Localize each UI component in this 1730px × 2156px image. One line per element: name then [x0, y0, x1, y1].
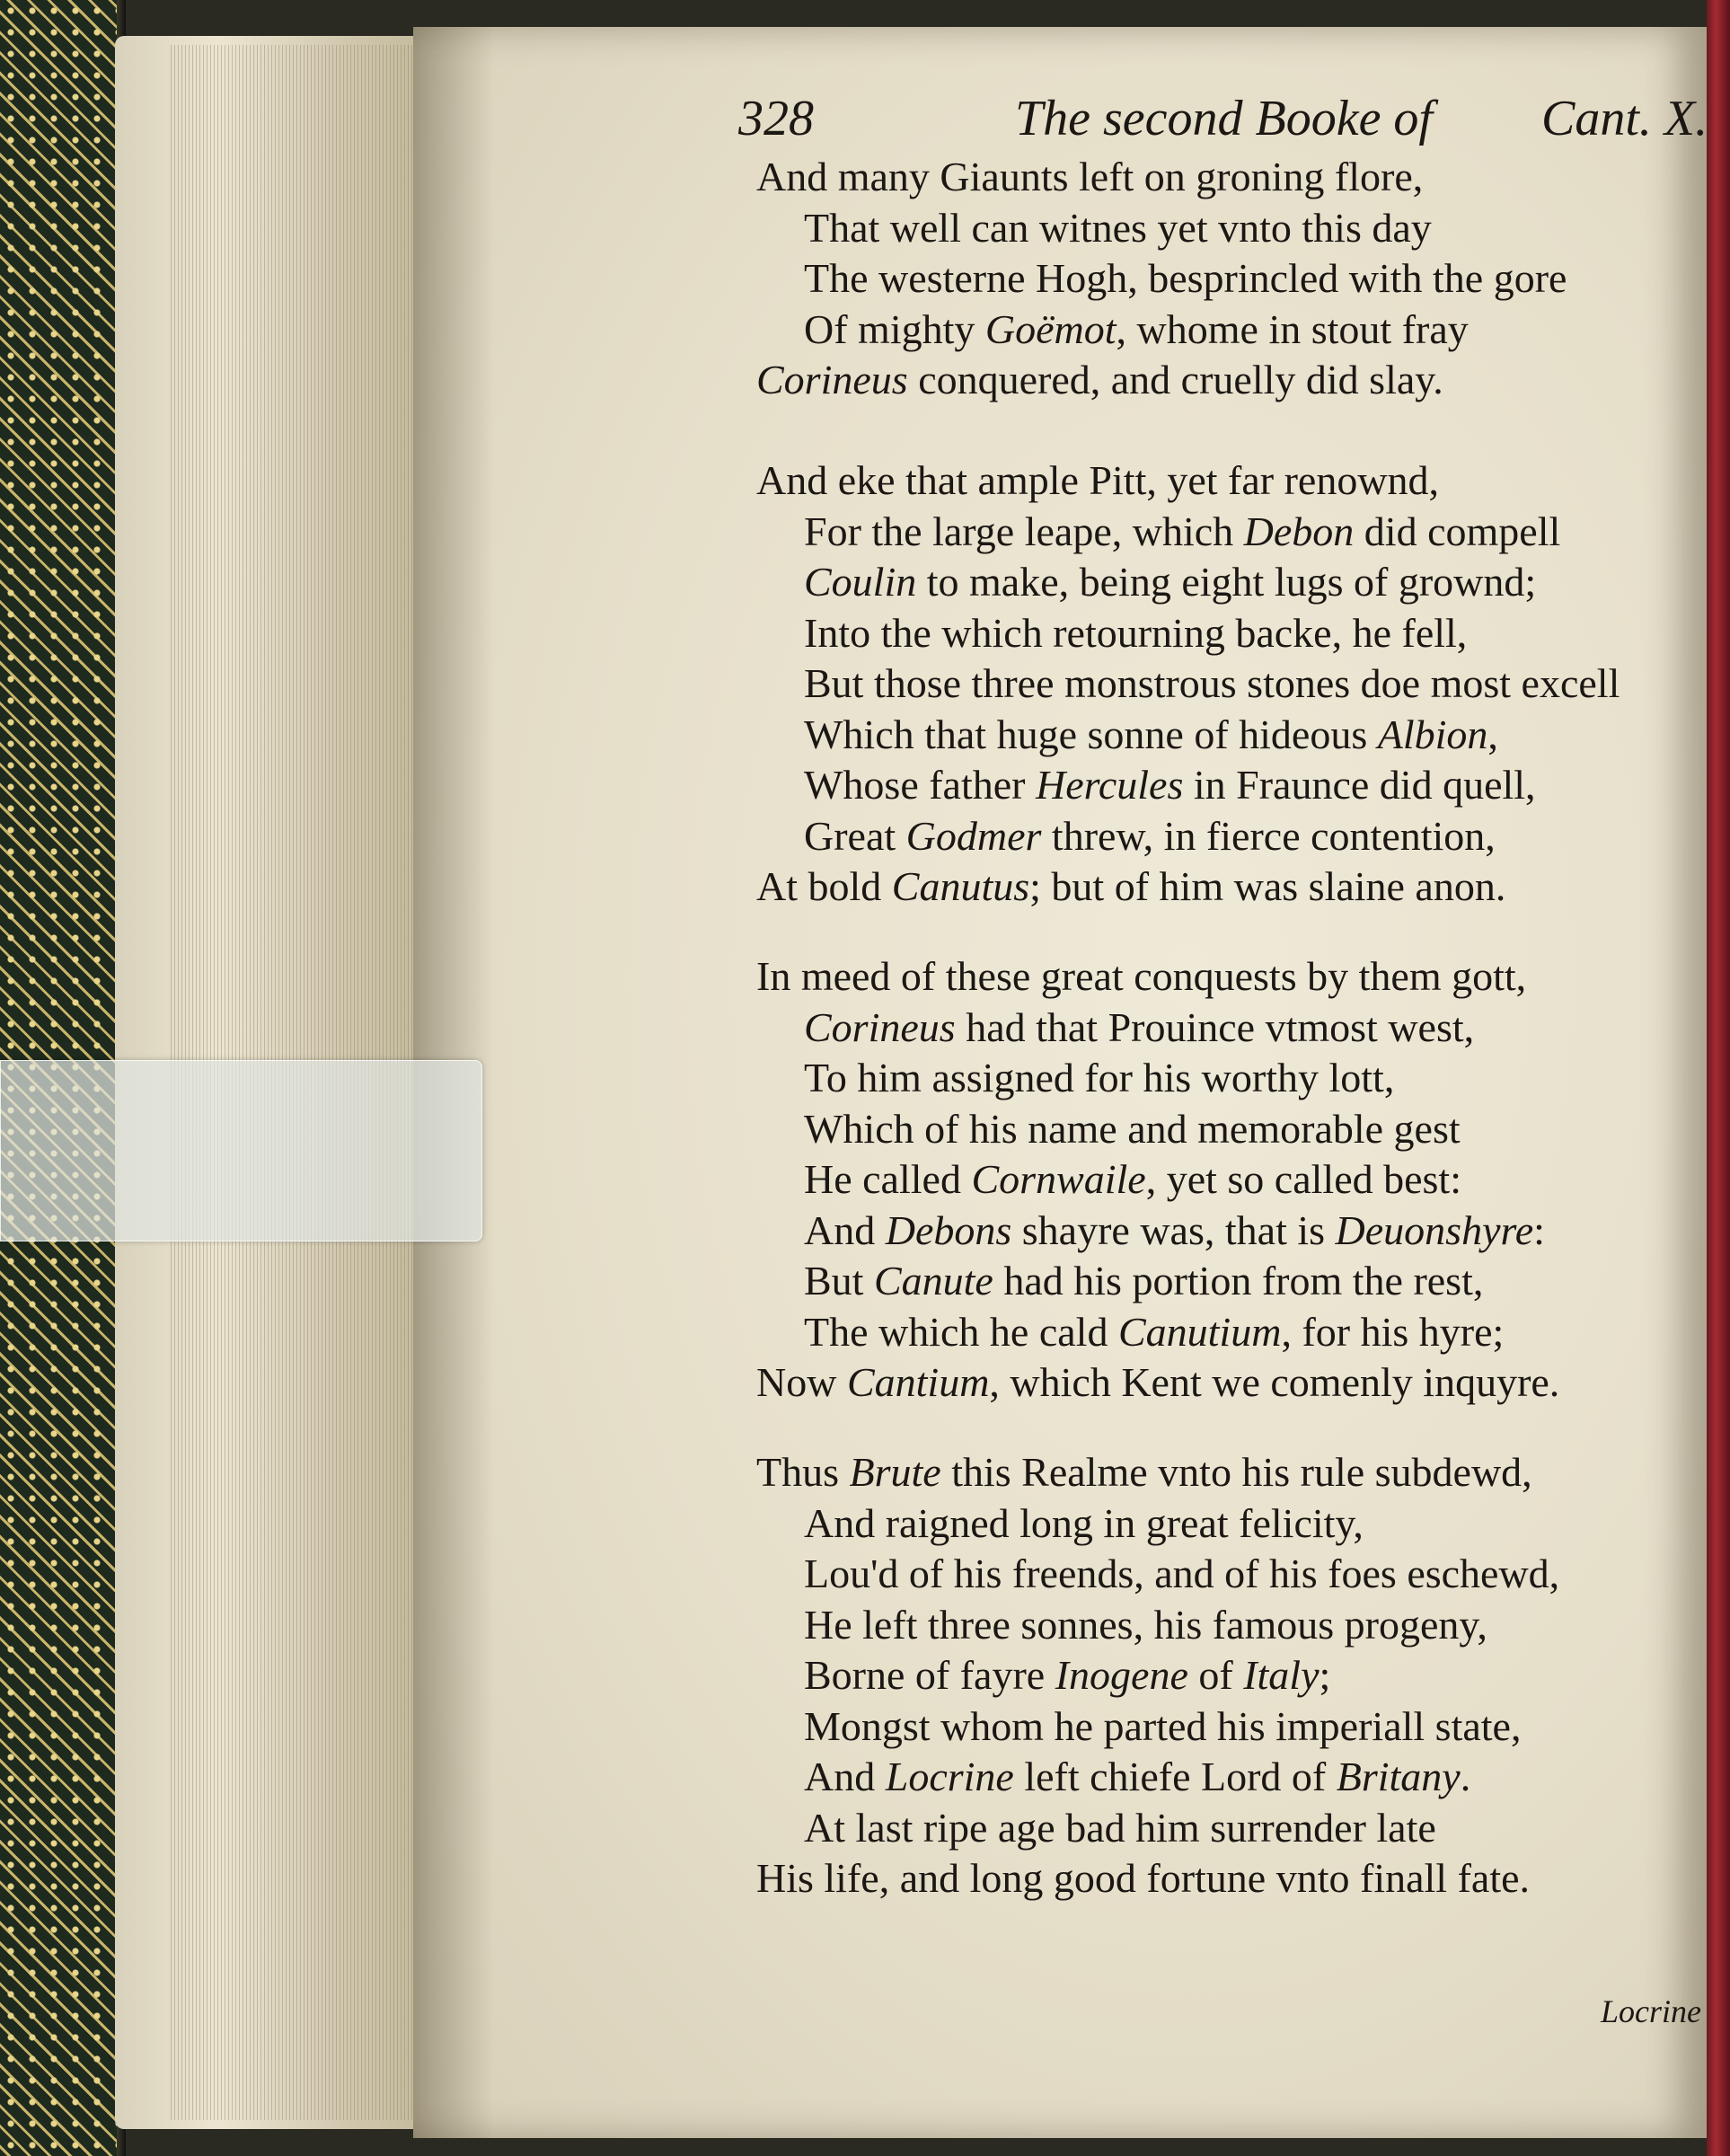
verse-line — [804, 1550, 1559, 1598]
verse-line — [804, 812, 1496, 861]
verse-text: threw, in fierce contention, — [1041, 812, 1496, 859]
italic-name: Deuonshyre — [1335, 1206, 1534, 1253]
verse-text: Lou'd of his freends, and of his foes eschewd, — [804, 1551, 1560, 1596]
verse-line — [804, 1499, 1364, 1548]
verse-line — [804, 1804, 1436, 1852]
verse-line — [756, 456, 1439, 505]
verse-text: . — [1460, 1754, 1471, 1799]
verse-text: did compell — [1354, 508, 1561, 554]
verse-text: And — [804, 1206, 886, 1253]
verse-text: Thus — [756, 1449, 850, 1495]
verse-line — [804, 1206, 1545, 1255]
verse-text: , which Kent we comenly inquyre. — [989, 1359, 1560, 1405]
verse-line — [804, 659, 1620, 708]
verse-line — [804, 305, 1469, 354]
verse-line — [804, 254, 1567, 303]
verse-text: And — [804, 1754, 886, 1799]
italic-name: Debons — [885, 1206, 1012, 1253]
verse-text: , for his hyre; — [1281, 1308, 1505, 1355]
verse-line — [804, 1257, 1483, 1305]
page-number: 328 — [738, 91, 814, 146]
italic-name: Britany — [1336, 1754, 1461, 1799]
verse-line — [804, 1105, 1461, 1153]
verse-text: in Fraunce did quell, — [1183, 762, 1536, 808]
verse-line — [804, 711, 1498, 759]
verse-text: Whose father — [804, 762, 1036, 808]
italic-name: Corineus — [756, 357, 908, 402]
verse-text: The which he cald — [804, 1308, 1118, 1355]
verse-line — [804, 609, 1467, 658]
italic-name: Cantium — [846, 1359, 990, 1405]
italic-name: Hercules — [1036, 762, 1184, 808]
verse-line — [804, 1308, 1504, 1356]
italic-name: Canutium — [1117, 1308, 1282, 1355]
verse-line — [804, 558, 1536, 606]
verse-text: Which that huge sonne of hideous — [804, 711, 1378, 757]
canto-label: Cant. X. — [1541, 91, 1708, 146]
verse-text: For the large leape, which — [804, 508, 1244, 554]
verse-text: Into the which retourning backe, he fell, — [804, 609, 1468, 656]
italic-name: Inogene — [1055, 1652, 1188, 1698]
italic-name: Coulin — [804, 559, 917, 605]
italic-name: Canutus — [891, 863, 1030, 909]
verse-line — [756, 1854, 1530, 1903]
running-title: The second Booke of — [1015, 91, 1433, 146]
verse-line — [756, 1448, 1532, 1497]
verse-text: At last ripe age bad him surrender late — [804, 1804, 1436, 1851]
verse-text: , — [1487, 711, 1498, 757]
verse-line — [756, 862, 1505, 911]
verse-line — [804, 508, 1560, 556]
verse-text: of — [1187, 1652, 1244, 1698]
verse-text: left chiefe Lord of — [1013, 1754, 1337, 1799]
verse-line — [756, 1358, 1559, 1407]
verse-text: this Realme vnto his rule subdewd, — [940, 1449, 1532, 1495]
italic-name: Italy — [1243, 1652, 1320, 1698]
italic-name: Debon — [1243, 508, 1355, 554]
verse-line — [756, 952, 1526, 1001]
italic-name: Canute — [873, 1258, 993, 1303]
verse-text: Borne of fayre — [804, 1652, 1055, 1698]
verse-text: To him assigned for his worthy lott, — [804, 1055, 1395, 1100]
verse-text: And eke that ample Pitt, yet far renownd, — [756, 457, 1440, 503]
verse-text: to make, being eight lugs of grownd; — [916, 559, 1537, 605]
verse-text: Mongst whom he parted his imperiall state, — [804, 1702, 1522, 1749]
verse-text: Great — [804, 812, 906, 859]
verse-line — [804, 1702, 1521, 1751]
verse-text: But those three monstrous stones doe most excell — [804, 660, 1620, 706]
verse-text: had that Prouince vtmost west, — [955, 1003, 1475, 1050]
verse-line — [804, 761, 1536, 809]
verse-text: shayre was, that is — [1011, 1206, 1336, 1253]
italic-name: Corineus — [804, 1003, 956, 1050]
italic-name: Goëmot — [984, 305, 1117, 352]
verse-text: He called — [804, 1156, 972, 1202]
verse-text: : — [1533, 1206, 1545, 1253]
verse-line — [804, 1651, 1330, 1700]
verse-line — [804, 1601, 1487, 1649]
verse-text: But — [804, 1258, 874, 1303]
verse-text: In meed of these great conquests by them gott, — [756, 953, 1527, 999]
verse-text: , yet so called best: — [1145, 1156, 1461, 1202]
verse-text: The westerne Hogh, besprincled with the gore — [804, 255, 1567, 301]
verse-text: ; but of him was slaine anon. — [1029, 863, 1506, 909]
verse-line — [756, 356, 1443, 404]
verse-text: That well can witnes yet vnto this day — [804, 204, 1432, 251]
verse-line — [756, 153, 1423, 201]
italic-name: Brute — [849, 1449, 941, 1495]
italic-name: Albion — [1377, 711, 1488, 757]
verse-text: , whome in stout fray — [1116, 305, 1469, 352]
verse-text: And raigned long in great felicity, — [804, 1499, 1364, 1546]
catchword: Locrine — [1601, 1993, 1701, 2029]
verse-line — [804, 1054, 1394, 1102]
verse-text: ; — [1319, 1652, 1331, 1698]
verse-line — [804, 1155, 1461, 1204]
verse-line — [804, 1003, 1474, 1052]
verse-text: Of mighty — [804, 305, 985, 352]
verse-line — [804, 1753, 1470, 1801]
verse-text: At bold — [756, 863, 892, 909]
verse-text: Now — [756, 1359, 847, 1405]
verse-text: Which of his name and memorable gest — [804, 1105, 1461, 1152]
verse-text: His life, and long good fortune vnto finall fate. — [756, 1855, 1531, 1901]
italic-name: Locrine — [885, 1754, 1014, 1799]
verse-line — [804, 204, 1432, 252]
italic-name: Cornwaile — [971, 1156, 1146, 1202]
verse-text: He left three sonnes, his famous progeny, — [804, 1601, 1487, 1648]
verse-text: had his portion from the rest, — [993, 1258, 1484, 1303]
italic-name: Godmer — [905, 812, 1042, 859]
verse-text: And many Giaunts left on groning flore, — [756, 154, 1424, 199]
verse-text: conquered, and cruelly did slay. — [907, 357, 1443, 402]
